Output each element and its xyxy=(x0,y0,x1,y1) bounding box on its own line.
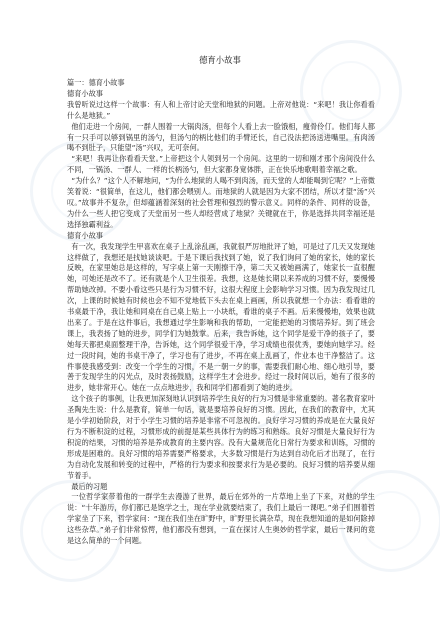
document-body xyxy=(67,78,375,547)
document-title: 德育小故事 xyxy=(199,55,241,65)
section-subtitle: 最后的习题 xyxy=(71,481,108,491)
section-subtitle: 德育小故事 xyxy=(67,230,103,240)
paragraph: 一位哲学家带着他的一群学生去漫游了世界，最后在郊外的一片草地上坐了下来，对他的学生说：“十年游历，你们都已是饱学之士，现在学业就要结束了，我们上最后一课吧。”弟子们围着哲学家坐了下来，哲学家问：“现在我们坐在旷野中，旷野里长满杂草，现在我想知道的是如何除掉这些杂草。”弟子们非常惊愕，他们都没有想到，一直在探讨人生奥妙的哲学家，最后一课问的竟是这么简单的一个问题。 xyxy=(67,492,375,546)
paragraph: “来吧！我再让你看看天堂。”上帝把这个人领到另一个房间。这里的一切和刚才那个房间没什么不同，一锅汤、一群人、一样的长柄汤勺，但大家都身宽体胖，正在快乐地歌唱着幸福之歌。 xyxy=(67,154,375,175)
paragraph: 有一次，我发现学生甲喜欢在桌子上乱涂乱画，我就很严厉地批评了她，可是过了几天又发现她这样做了，我想还是找她谈谈吧。于是下课后我找到了她，说了我们询问了她的家长，她的家长反映，在家里她总是这样的，写字桌上第一天刚擦干净，第二天又被她画满了，她家长一直很醒她，可她还是改不了。还有就是个人卫生很差。我想，这是她长期以来养成的习惯不好，要慢慢帮助她改掉。不要小看这些只是行为习惯不好，这很大程度上会影响学习习惯。因为我发现过几次，上课的时候她有时候也会不知不觉地低下头去在桌上画画，所以我就想一个办法：看看谁的书桌最干净，我让她和同桌在自己桌上贴上一小块纸，看谁的桌子不画。后来慢慢地，效果也就出来了。于是在这件事后，我想通过学生影响和我的帮助，一定能把她的习惯培养好。到了班会课上，我表扬了她的进步，同学们为她鼓掌。后来，我告诉她，这个同学是爱干净的孩子了，要她每天都把桌面整理干净，告诉她，这个同学很爱干净，学习成绩也很优秀，要她向她学习。经过一段时间，她的书桌干净了，学习也有了进步，不再在桌上乱画了，作业本也干净整洁了。这件事使我感受到：改变一个学生的习惯，不是一朝一夕的事，需要我们耐心地、细心地引导，要善于发现学生的闪光点，及时表扬鼓励，这样学生才会进步。经过一段时间以后，她有了很多的进步，她非常开心。她在一点点地进步，我和同学们都看到了她的进步。 xyxy=(67,241,375,393)
paragraph: “为什么？”这个人不解地问，“为什么地狱的人喝不到肉汤，而天堂的人却能喝到它呢？”上帝微笑着说：“很简单，在这儿，他们都会喂别人。而地狱的人就是因为大家不团结，所以才望“汤”兴叹。”故事并不复杂，但却蕴涵着深刻的社会哲理和强烈的警示意义。同样的条件、同样的设备，为什么一些人把它变成了天堂而另一些人却经营成了地狱？关键就在于，你是选择共同幸福还是选择独霸利益。 xyxy=(67,176,375,229)
section-subtitle: 德育小故事 xyxy=(67,88,103,98)
paragraph: 我曾听说过这样一个故事：有人和上帝讨论天堂和地狱的问题。上帝对他说：“来吧！我让你看看什么是地狱。” xyxy=(67,99,375,120)
paragraph: 这个孩子的事例，让我更加深刻地认识到培养学生良好的行为习惯是非常重要的。著名教育家叶圣陶先生说：什么是教育，简单一句话，就是要培养良好的习惯。因此，在我们的教育中，尤其是小学初始阶段，对于小学生习惯的培养是非常不可忽视的。良好学习习惯的养成是在大量良好行为不断积淀的过程，习惯形成的前提是某些具体行为的练习和熟练。良好习惯是大量良好行为积淀的结果，习惯的培养是养成教育的主要内容。没有大量规范化日常行为要求和训练，习惯的形成是困难的。良好习惯的培养需要严格要求，大多数习惯是行为达到自动化后才出现了，在行为自动化发展和转变的过程中，严格的行为要求和按要求行为是必要的。良好习惯的培养要从细节着手。 xyxy=(67,394,375,480)
paragraph: 他们走进一个房间，一群人围着一大锅肉汤，但每个人看上去一脸饿相，瘦骨伶仃。他们每人都有一只手可以够到锅里的汤勺，但汤勺的柄比他们的手臂还长，自己没法把汤送进嘴里。有肉汤喝不到肚子，只能望“汤”兴叹，无可奈何。 xyxy=(67,121,375,153)
section-label: 篇一：德育小故事 xyxy=(67,78,125,87)
